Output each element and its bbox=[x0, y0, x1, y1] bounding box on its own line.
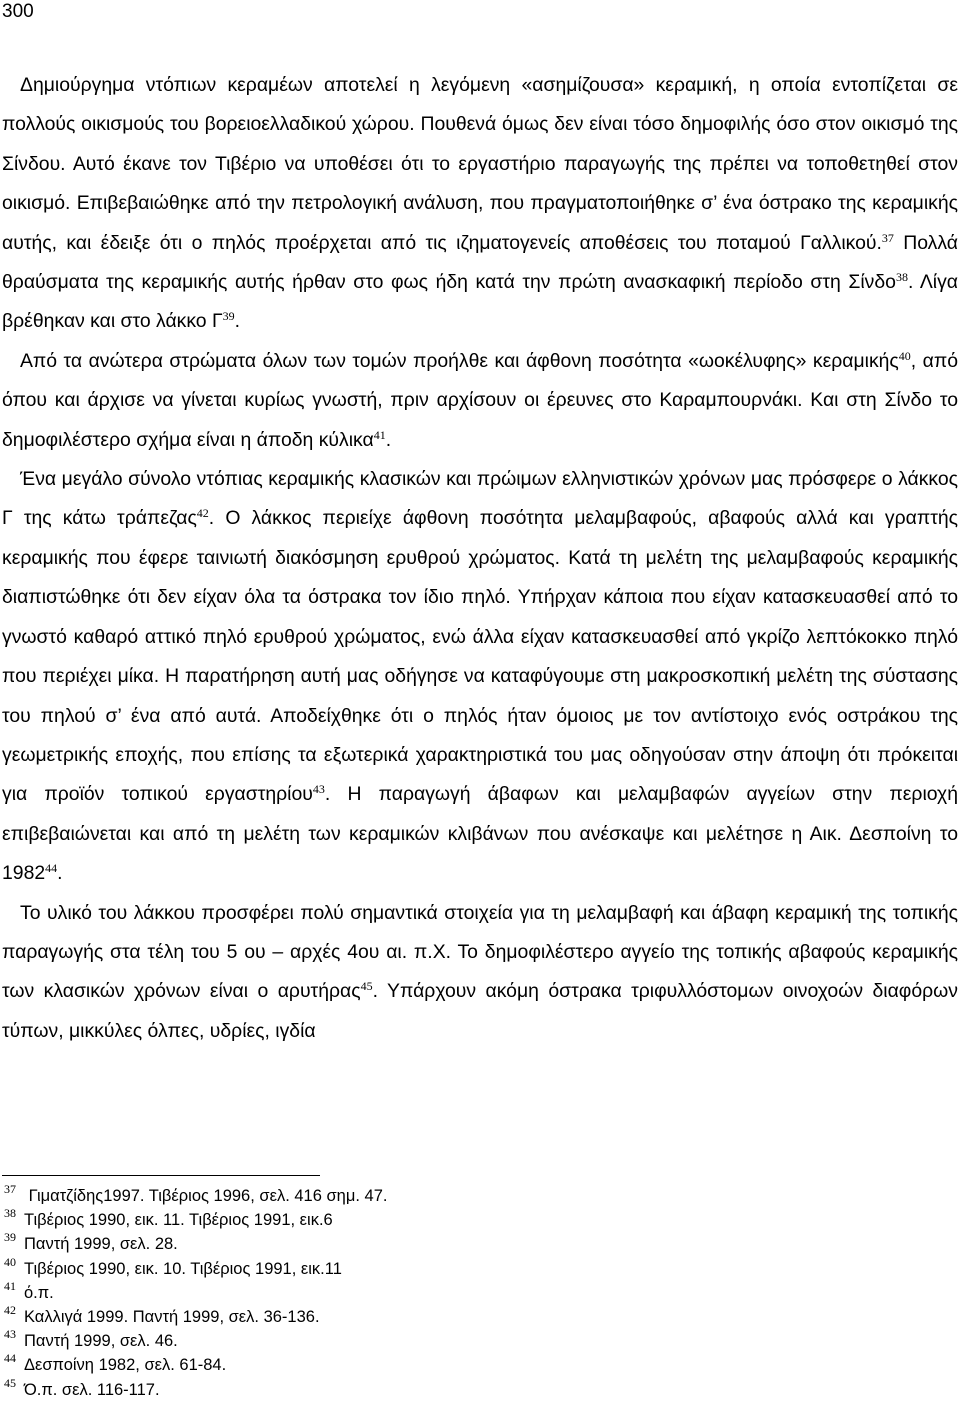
paragraph-text: Δημιούργημα ντόπιων κεραμέων αποτελεί η λεγόμενη «ασημίζουσα» κεραμική, η οποία εντοπίζεται σε πολλούς οικισμούς του βορειοελλαδικού χώρου. Πουθενά όμως δεν είναι τόσο δημοφιλής όσο στον οικισμό της Σίνδου. Αυτό έκανε τον Τιβέριο να υποθέσει ότι το εργαστήριο παραγωγής της πρέπει να τοποθετηθεί στον οικισμό. Επιβεβαιώθηκε από την πετρολογική ανάλυση, που πραγματοποιήθηκε σ’ ένα όστρακο της κεραμικής αυτής, και έδειξε ότι ο πηλός προέρχεται από τις ιζηματογενείς αποθέσεις του ποταμού Γαλλικού. bbox=[2, 74, 958, 254]
body-text bbox=[2, 66, 958, 1051]
footnote-text: Ό.π. σελ. 116-117. bbox=[24, 1380, 160, 1399]
footnote-text: Παντή 1999, σελ. 46. bbox=[24, 1332, 178, 1351]
footnote: 40 Τιβέριος 1990, εικ. 10. Τιβέριος 1991, εικ.11 bbox=[4, 1254, 342, 1278]
footnote: 39 Παντή 1999, σελ. 28. bbox=[4, 1230, 178, 1254]
paragraph-text: . Ο λάκκος περιείχε άφθονη ποσότητα μελαμβαφούς, αβαφούς αλλά και γραπτής κεραμικής που έφερε ταινιωτή διακόσμηση ερυθρού χρώματος. Κατά τη μελέτη της μελαμβαφούς κεραμικής διαπιστώθηκε ότι δεν είχαν όλα τα όστρακα τον ίδιο πηλό. Υπήρχαν κάποια που είχαν κατασκευασθεί από το γνωστό καθαρό αττικό πηλό ερυθρού χρώματος, ενώ άλλα είχαν κατασκευασθεί από γκρίζο λεπτόκοκκο πηλό που περιέχει μίκα. Η παρατήρηση αυτή μας οδήγησε να καταφύγουμε στη μακροσκοπική μελέτη της σύστασης του πηλού σ’ ένα από αυτά. Αποδείχθηκε ότι ο πηλός ήταν όμοιος με τον αντίστοιχο ενός οστράκου της γεωμετρικής εποχής, που επίσης τα εξωτερικά χαρακτηριστικά του μας οδηγούσαν στην άποψη ότι πρόκειται για προϊόν τοπικού εργαστηρίου bbox=[2, 507, 958, 806]
footnote-text: Τιβέριος 1990, εικ. 11. Τιβέριος 1991, εικ.6 bbox=[24, 1211, 333, 1230]
footnote-reference: 42 bbox=[196, 506, 209, 521]
paragraph bbox=[2, 894, 958, 1052]
paragraph-text: , από όπου και άρχισε να γίνεται κυρίως γνωστή, πριν αρχίσουν οι έρευνες στο Καραμπουρνάκι. Και στη Σίνδο το δημοφιλέστερο σχήμα είναι η άποδη κύλικα bbox=[2, 349, 958, 451]
footnote-separator bbox=[2, 1175, 320, 1176]
footnote: 37 Γιματζίδης1997. Τιβέριος 1996, σελ. 416 σημ. 47. bbox=[4, 1182, 388, 1205]
footnote-text: Καλλιγά 1999. Παντή 1999, σελ. 36-136. bbox=[24, 1308, 320, 1327]
footnote-text: Παντή 1999, σελ. 28. bbox=[24, 1235, 178, 1254]
footnote-reference: 39 bbox=[222, 309, 235, 324]
paragraph-text: . Υπάρχουν ακόμη όστρακα τριφυλλόστομων οινοχοών διαφόρων τύπων, μικκύλες όλπες, υδρίες, ιγδία bbox=[2, 980, 959, 1042]
footnotes-list bbox=[4, 1184, 944, 1402]
footnote-text: Τιβέριος 1990, εικ. 10. Τιβέριος 1991, εικ.11 bbox=[24, 1259, 342, 1278]
footnote: 45 Ό.π. σελ. 116-117. bbox=[4, 1375, 160, 1399]
footnote: 43 Παντή 1999, σελ. 46. bbox=[4, 1327, 178, 1351]
paragraph-text: . bbox=[57, 862, 63, 885]
paragraph-text: . Η παραγωγή άβαφων και μελαμβαφών αγγείων στην περιοχή επιβεβαιώνεται και από τη μελέτη των κεραμικών κλιβάνων που ανέσκαψε και μελέτησε η Αικ. Δεσποίνη το 1982 bbox=[2, 783, 958, 885]
footnote: 42 Καλλιγά 1999. Παντή 1999, σελ. 36-136. bbox=[4, 1303, 320, 1327]
paragraph-text: Ένα μεγάλο σύνολο ντόπιας κεραμικής κλασικών και πρώιμων ελληνιστικών χρόνων μας πρόσφερε ο λάκκος Γ της κάτω τράπεζας bbox=[2, 468, 958, 530]
footnote-reference: 43 bbox=[312, 782, 325, 797]
footnote-reference: 40 bbox=[898, 348, 911, 363]
paragraph-text: Από τα ανώτερα στρώματα όλων των τομών προήλθε και άφθονη ποσότητα «ωοκέλυφης» κεραμικής bbox=[20, 349, 899, 372]
footnote-text: Δεσποίνη 1982, σελ. 61-84. bbox=[24, 1356, 227, 1375]
footnote-reference: 41 bbox=[373, 427, 386, 442]
footnote: 41 ό.π. bbox=[4, 1278, 54, 1302]
paragraph-text: . Λίγα βρέθηκαν και στο λάκκο Γ bbox=[2, 271, 958, 333]
footnote-reference: 44 bbox=[45, 861, 58, 876]
footnote-reference: 45 bbox=[360, 979, 373, 994]
footnote-text: ό.π. bbox=[24, 1283, 54, 1302]
footnote: 44 Δεσποίνη 1982, σελ. 61-84. bbox=[4, 1351, 227, 1375]
footnote-reference: 37 bbox=[881, 230, 894, 245]
footnote-reference: 38 bbox=[895, 270, 908, 285]
paragraph-text: . bbox=[234, 310, 241, 333]
page-number: 300 bbox=[2, 1, 34, 22]
paragraph-text: Πολλά θραύσματα της κεραμικής αυτής ήρθαν στο φως ήδη κατά την πρώτη ανασκαφική περίοδο στη Σίνδο bbox=[2, 231, 958, 294]
paragraph bbox=[2, 66, 958, 342]
footnote: 38 Τιβέριος 1990, εικ. 11. Τιβέριος 1991, εικ.6 bbox=[4, 1206, 333, 1230]
footnote-text: Γιματζίδης1997. Τιβέριος 1996, σελ. 416 σημ. 47. bbox=[24, 1187, 388, 1205]
paragraph bbox=[2, 460, 958, 893]
paragraph-text: . bbox=[385, 428, 392, 451]
paragraph bbox=[2, 342, 958, 460]
paragraph-text: Το υλικό του λάκκου προσφέρει πολύ σημαντικά στοιχεία για τη μελαμβαφή και άβαφη κεραμική της τοπικής παραγωγής στα τέλη του 5 ου – αρχές 4ου αι. π.Χ. Το δημοφιλέστερο αγγείο της τοπικής αβαφούς κεραμικής των κλασικών χρόνων είναι ο αρυτήρας bbox=[2, 901, 958, 1003]
